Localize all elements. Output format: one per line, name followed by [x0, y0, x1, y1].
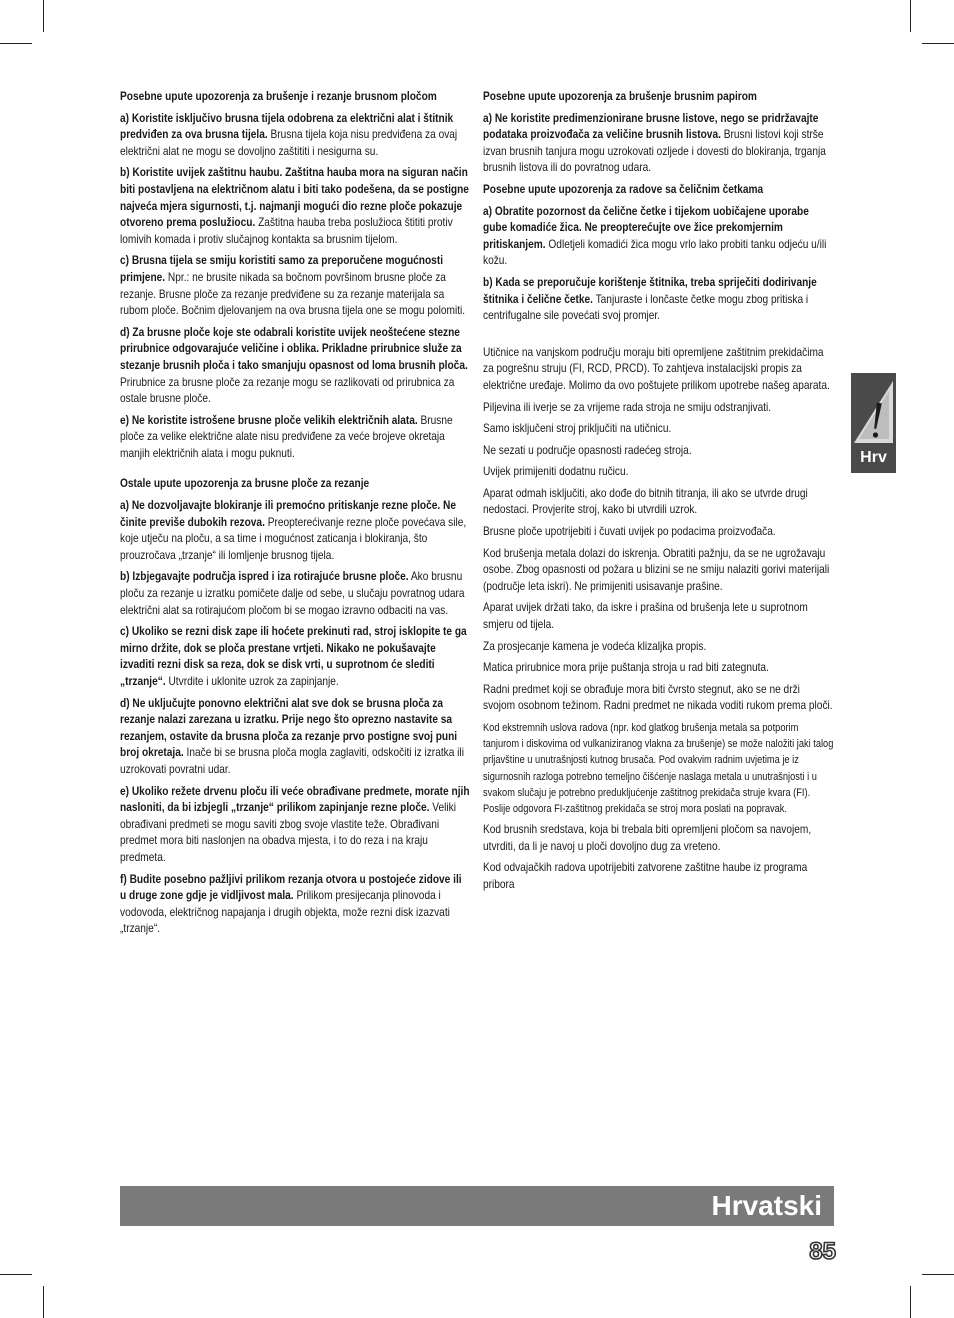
paragraph: Samo isključeni stroj priključiti na utičnicu. [483, 422, 672, 436]
crop-mark [0, 1274, 32, 1275]
paragraph: d) Za brusne ploče koje ste odabrali koristite uvijek neoštećene stezne prirubnice odgovarajuće veličine i oblika. Prikladne prirubnice služe za stezanje brusnih ploča i tako smanjuju opasnost od loma brusnih ploča. Prirubnice za brusne ploče za rezanje mogu se razlikovati od prirubnica za ostale brusne ploče. [120, 325, 468, 406]
paragraph: Aparat odmah isključiti, ako dođe do bitnih titranja, ili ako se utvrde drugi nedostaci. Provjerite stroj, kako bi utvrdili uzrok. [483, 486, 808, 517]
crop-mark [922, 1274, 954, 1275]
paragraph: f) Budite posebno pažljivi prilikom rezanja otvora u postojeće zidove ili u druge zone gdje je vidljivost mala. Prilikom presijecanja plinovoda i vodovoda, električnog napajanja i drugih objekta, može rezni disk izazvati „trzanje“. [120, 872, 462, 936]
crop-mark [43, 0, 44, 32]
section-heading: Ostale upute upozorenja za brusne ploče za rezanje [120, 477, 370, 491]
paragraph: a) Obratite pozornost da čelične četke i tijekom uobičajene uporabe gube komadiće žica. Ne preopterećujte ove žice prekomjernim pritiskanjem. Odletjeli komadići žica mogu vrlo lako probiti tanku odjeću u/ili kožu. [483, 204, 827, 268]
crop-mark [922, 43, 954, 44]
paragraph: Kod brusnih sredstava, koja bi trebala biti opremljeni pločom sa navojem, utvrditi, da li je navoj u ploči dovoljno dug za vreteno. [483, 823, 812, 853]
footer-language-bar [120, 1186, 834, 1226]
section-heading: Posebne upute upozorenja za brušenje i rezanje brusnom pločom [120, 90, 437, 103]
right-column [483, 89, 835, 899]
paragraph: c) Brusna tijela se smiju koristiti samo za preporučene mogućnosti primjene. Npr.: ne brusite nikada sa bočnom površinom brusne ploče za rezanje. Brusne ploče za rezanje predviđene su za rezanje materijala sa rubom ploče. Bočnim djelovanjem na ova brusna tijela one se mogu polomiti. [120, 254, 466, 318]
language-side-tab [851, 373, 896, 473]
paragraph: a) Koristite isključivo brusna tijela odobrena za električni alat i štitnik predviđen za ova brusna tijela. Brusna tijela koja nisu predviđena za ovaj električni alat ne mogu se dovoljno zaštititi i nesigurna su. [120, 111, 458, 158]
paragraph: b) Koristite uvijek zaštitnu haubu. Zaštitna hauba mora na siguran način biti postavljena na električnom alatu i biti tako podešena, da se postigne najveća mjera sigurnosti, t.j. najmanji mogući dio rezne ploče pokazuje otvoreno prema poslužiocu. Zaštitna hauba treba poslužioca štititi protiv lomivih komada i protiv slučajnog kontakta sa brusnim tijelom. [120, 166, 469, 246]
footer-language-title: Hrvatski [711, 1190, 822, 1221]
paragraph: e) Ne koristite istrošene brusne ploče velikih električnih alata. Brusne ploče za velike električne alate nisu predviđene za veće brojeve okretaja manjih električnih alata i mogu puknuti. [120, 413, 453, 460]
paragraph: d) Ne uključujte ponovno električni alat sve dok se brusna ploča za rezanje nalazi zarezana u izratku. Prije nego što oprezno nastavite sa rezanjem, ostavite da brusna ploča za rezanje prvo postigne svoj puni broj okretaja. Inače bi se brusna ploča mogla zaglaviti, odskočiti iz izratka ili uzrokovati povratni udar. [120, 696, 464, 776]
section-heading: Posebne upute upozorenja za radove sa čeličnim četkama [483, 182, 764, 196]
paragraph: Za prosjecanje kamena je vodeća klizaljka propis. [483, 639, 707, 653]
paragraph: Piljevina ili iverje se za vrijeme rada stroja ne smiju odstranjivati. [483, 400, 772, 414]
paragraph: a) Ne koristite predimenzionirane brusne listove, nego se pridržavajte podataka proizvođača za veličine brusnih listova. Brusni listovi koji strše izvan brusnih tanjura mogu uzrokovati ozljede i dovesti do blokiranja, trganja brusnih listova ili do povratnog udara. [483, 111, 826, 175]
paragraph: Radni predmet koji se obrađuje mora biti čvrsto stegnut, ako se ne drži svojom osobnom težinom. Radni predmet ne nikada voditi rukom prema ploči. [483, 682, 833, 713]
warning-triangle-icon [851, 373, 896, 449]
paragraph: c) Ukoliko se rezni disk zape ili hoćete prekinuti rad, stroj isklopite te ga mirno držite, dok se ploča prestane vrtjeti. Nikako ne pokušavajte izvaditi rezni disk sa reza, dok se disk vrti, u suprotnom će slediti „trzanje“. Utvrdite i uklonite uzrok za zapinjanje. [120, 625, 467, 688]
paragraph: Aparat uvijek držati tako, da iskre i prašina od brušenja lete u suprotnom smjeru od tijela. [483, 601, 808, 632]
crop-mark [910, 0, 911, 32]
paragraph: Uvijek primijeniti dodatnu ručicu. [483, 465, 629, 479]
crop-mark [43, 1286, 44, 1318]
crop-mark [910, 1286, 911, 1318]
left-column [120, 89, 470, 943]
paragraph: b) Izbjegavajte područja ispred i iza rotirajuće brusne ploče. Ako brusnu ploču za rezanje u izratku pomičete dalje od sebe, u slučaju povratnog udara električni alat sa rotirajućom pločom bi se mogao izravno odbaciti na vas. [120, 570, 465, 617]
section-heading: Posebne upute upozorenja za brušenje brusnim papirom [483, 90, 757, 103]
crop-mark [0, 43, 32, 44]
paragraph: Kod ekstremnih uslova radova (npr. kod glatkog brušenja metala sa potporim tanjurom i diskovima od vulkaniziranog vlakna za brušenje) se može naložiti jaki talog prljavštine u unutrašnjosti kutnog brusača. Pod ovakvim radnim uvjetima je iz sigurnosnih razloga potrebno temeljno čišćenje naslaga metala u unutrašnjosti i u svakom slučaju je potrebno predukljućenje zaštitnog prekidača struje kvara (FI). Poslije odgovora FI-zaštitnog prekidača se stroj mora poslati na popravak. [483, 722, 834, 816]
paragraph: Matica prirubnice mora prije puštanja stroja u rad biti zategnuta. [483, 661, 769, 675]
paragraph: Ne sezati u područje opasnosti radećeg stroja. [483, 443, 692, 457]
paragraph: Kod odvajačkih radova upotrijebiti zatvorene zaštitne haube iz programa pribora [483, 861, 808, 891]
paragraph: Utičnice na vanjskom području moraju biti opremljene zaštitnim prekidačima za pogrešnu struju (FI, RCD, PRCD). To zahtjeva instalacijski propis za električne uređaje. Molimo da ovo poštujete prilikom upotrebe našeg aparata. [483, 345, 830, 392]
side-tab-label: Hrv [860, 449, 887, 466]
paragraph: Kod brušenja metala dolazi do iskrenja. Obratiti pažnju, da se ne ugrožavaju osobe. Zbog opasnosti od požara u blizini se ne smiju nalaziti gorivi materijali (područje leta iskri). Ne primijeniti usisavanje prašine. [483, 546, 830, 593]
paragraph: Brusne ploče upotrijebiti i čuvati uvijek po podacima proizvođača. [483, 525, 776, 539]
page-number: 85 [809, 1238, 836, 1265]
paragraph: b) Kada se preporučuje korištenje štitnika, treba spriječiti dodirivanje štitnika i čelične četke. Tanjuraste i lončaste četke mogu zbog pritiska i centrifugalne sile povećati svoj promjer. [483, 275, 817, 323]
paragraph: a) Ne dozvoljavajte blokiranje ili premoćno pritiskanje rezne ploče. Ne činite previše dubokih rezova. Preopterećivanje rezne ploče povećava sile, koje utječu na ploču, a sa time i mogućnost zaticanja i blokiranja, što prouzročava „trzanje“ ili lomljenje brusnog tijela. [120, 499, 467, 562]
paragraph: e) Ukoliko režete drvenu ploču ili veće obrađivane predmete, morate njih nasloniti, da bi izbjegli „trzanje“ prilikom zapinjanje rezne ploče. Veliki obrađivani predmeti se mogu saviti zbog svoje vlastite teže. Obrađivani predmet mora biti naslonjen na obadva mjesta, i to do reza i na kraju predmeta. [120, 784, 470, 864]
